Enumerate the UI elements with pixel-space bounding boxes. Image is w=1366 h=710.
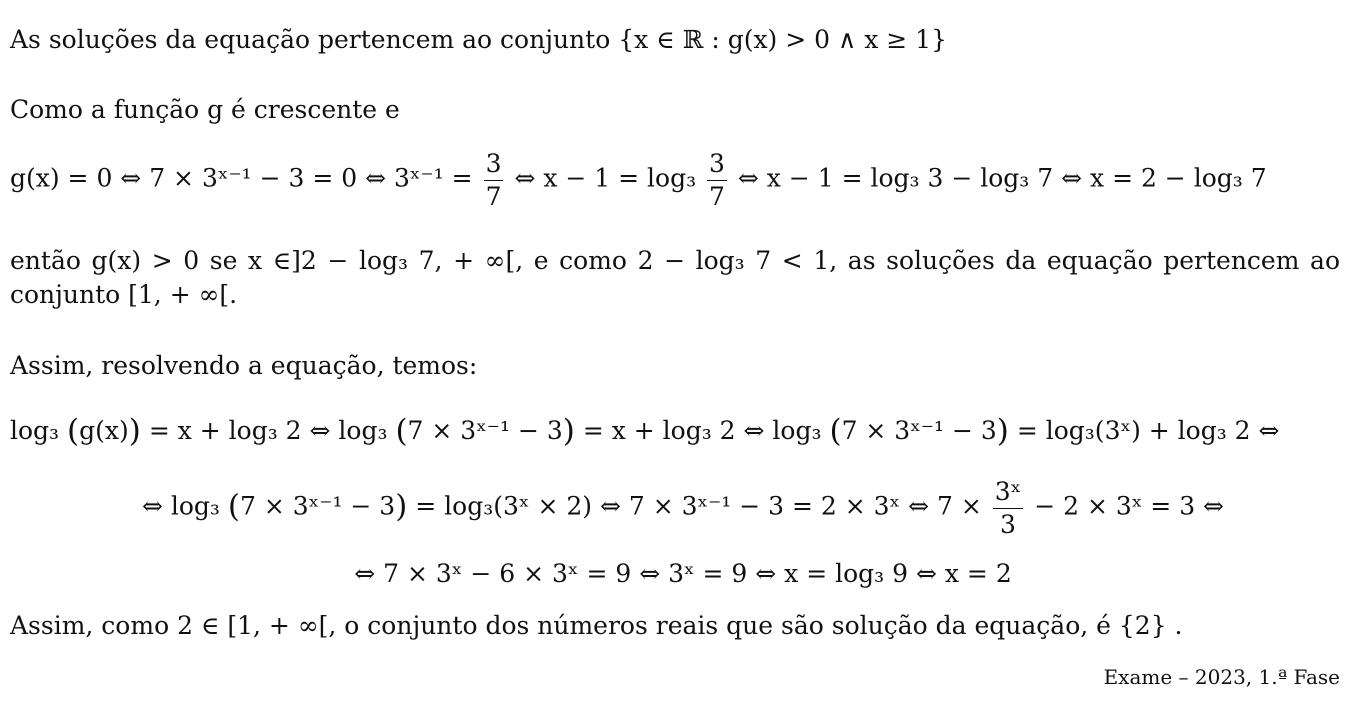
eq1-rhs: = x + log₃ 2 ⇔ log₃ bbox=[148, 416, 388, 445]
fraction-denominator: 7 bbox=[485, 181, 502, 211]
fraction-denominator: 7 bbox=[709, 181, 725, 211]
equation-line-3: ⇔ 7 × 3ˣ − 6 × 3ˣ = 9 ⇔ 3ˣ = 9 ⇔ x = log₃ 9 ⇔ x = 2 bbox=[354, 559, 1012, 588]
fraction-numerator: 3ˣ bbox=[993, 478, 1024, 509]
fraction-numerator: 3 bbox=[707, 150, 727, 181]
zero-eq-part-b: ⇔ x − 1 = log₃ bbox=[514, 163, 697, 193]
final-conclusion: Assim, como 2 ∈ [1, + ∞[, o conjunto dos números reais que são solução da equação, é {2} . bbox=[10, 611, 1183, 640]
exam-source: Exame – 2023, 1.ª Fase bbox=[1103, 665, 1340, 689]
domain-conclusion: então g(x) > 0 se x ∈]2 − log₃ 7, + ∞[, e como 2 − log₃ 7 < 1, as soluções da equação pertencem ao conjunto [1, + ∞[. bbox=[10, 246, 1340, 309]
eq1-rhs2: = x + log₃ 2 ⇔ log₃ bbox=[582, 416, 822, 445]
fraction-denominator: 3 bbox=[1000, 509, 1016, 539]
eq1-arg3: 7 × 3ˣ⁻¹ − 3 bbox=[841, 416, 997, 445]
intro-sentence: As soluções da equação pertencem ao conjunto {x ∈ ℝ : g(x) > 0 ∧ x ≥ 1} bbox=[10, 25, 947, 54]
fraction-numerator: 3 bbox=[484, 150, 504, 181]
solving-intro: Assim, resolvendo a equação, temos: bbox=[10, 351, 478, 380]
fraction-3x-3 bbox=[993, 478, 1024, 538]
eq2-end: − 2 × 3ˣ = 3 ⇔ bbox=[1034, 491, 1225, 521]
zero-of-g-derivation bbox=[10, 150, 1267, 210]
zero-eq-part-c: ⇔ x − 1 = log₃ 3 − log₃ 7 ⇔ x = 2 − log₃ 7 bbox=[737, 163, 1267, 193]
eq1-log: log₃ bbox=[10, 416, 60, 445]
fraction-3-7-log bbox=[707, 150, 727, 210]
equation-line-2: ⇔ log₃ (7 × 3ˣ⁻¹ − 3) = log₃(3ˣ × 2) ⇔ 7 × 3ˣ⁻¹ − 3 = 2 × 3ˣ ⇔ 7 × $\frac{\text{3ˣ}}{3}$ − 2 × 3ˣ = 3 ⇔ bbox=[141, 477, 1225, 539]
growth-statement: Como a função g é crescente e bbox=[10, 95, 400, 124]
eq1-rhs3: = log₃(3ˣ) + log₃ 2 ⇔ bbox=[1016, 416, 1280, 445]
equation-line-1: log₃ (g(x)) = x + log₃ 2 ⇔ log₃ (7 × 3ˣ⁻¹ − 3) = x + log₃ 2 ⇔ log₃ (7 × 3ˣ⁻¹ − 3) = log₃(3ˣ) + log₃ 2 ⇔ bbox=[10, 413, 1280, 449]
eq1-arg: g(x) bbox=[79, 416, 129, 445]
eq1-arg2: 7 × 3ˣ⁻¹ − 3 bbox=[407, 416, 563, 445]
zero-eq-part-a: g(x) = 0 ⇔ 7 × 3ˣ⁻¹ − 3 = 0 ⇔ 3ˣ⁻¹ = bbox=[10, 163, 473, 193]
eq2-mid: = log₃(3ˣ × 2) ⇔ 7 × 3ˣ⁻¹ − 3 = 2 × 3ˣ ⇔ 7 × bbox=[415, 491, 982, 521]
eq2-start: ⇔ log₃ bbox=[141, 491, 220, 521]
eq2-arg: 7 × 3ˣ⁻¹ − 3 bbox=[240, 491, 396, 521]
fraction-3-7 bbox=[484, 150, 504, 210]
